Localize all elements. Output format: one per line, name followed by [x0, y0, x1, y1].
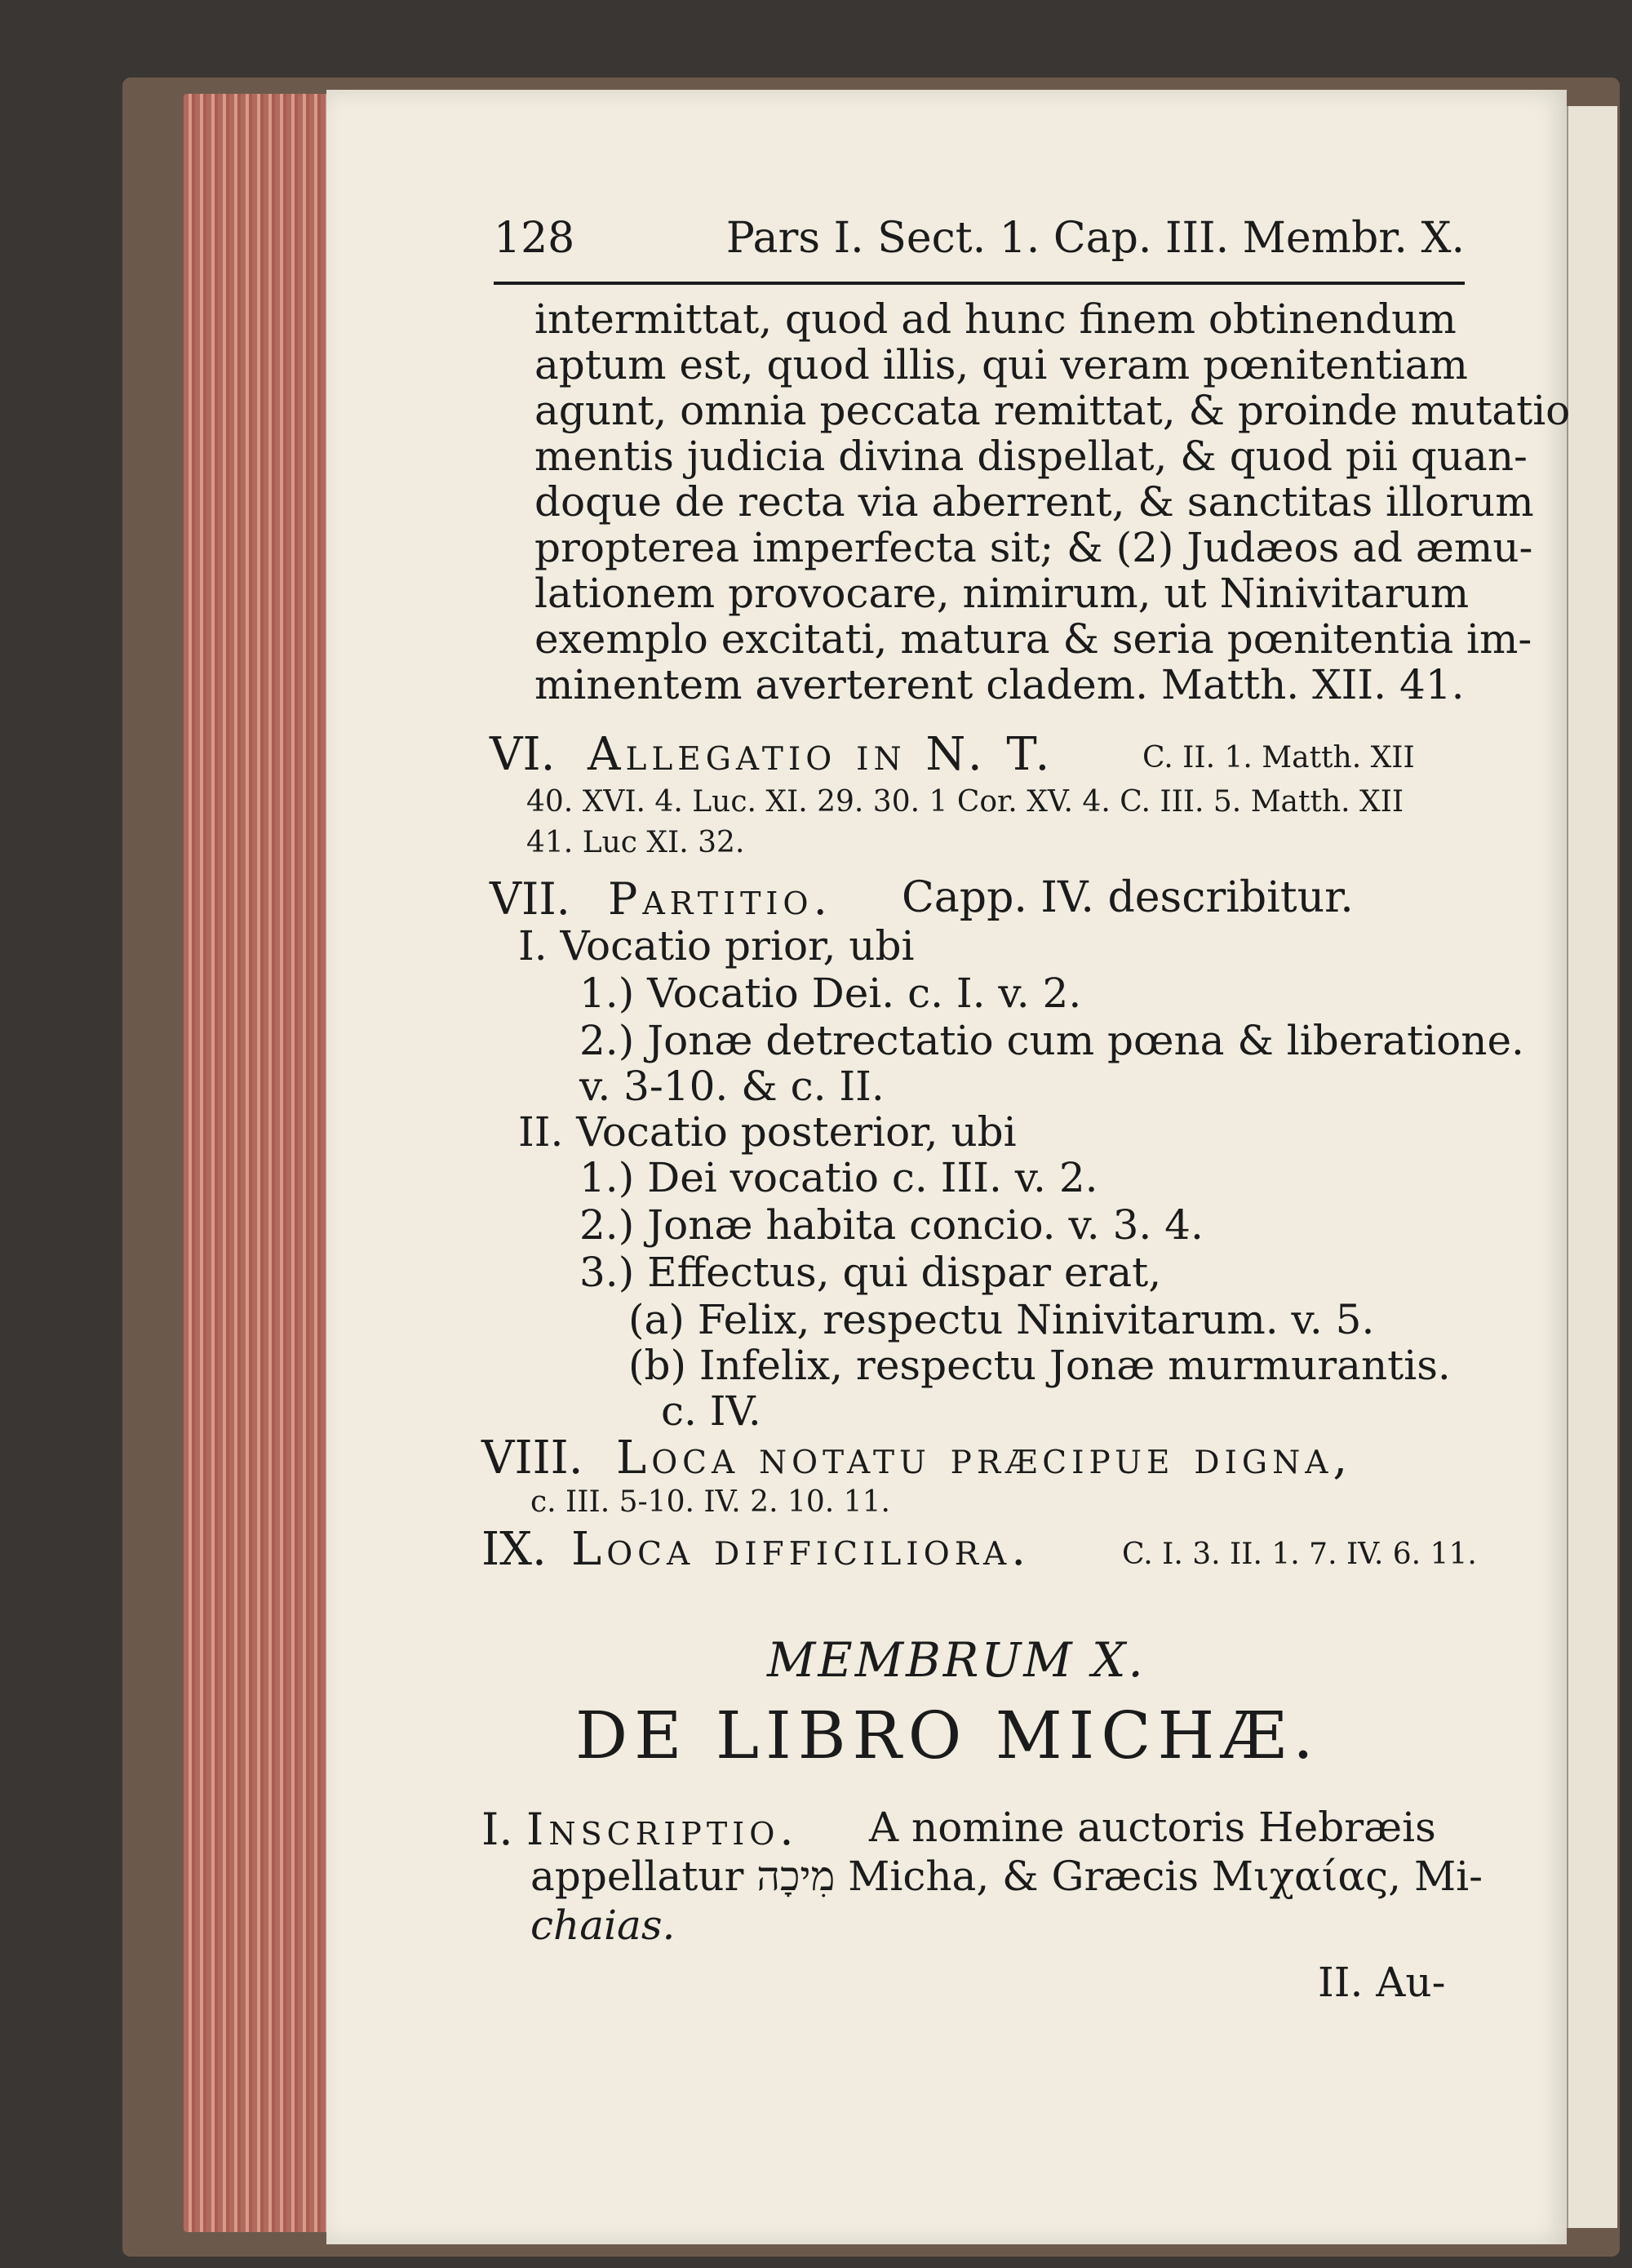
text-line: mentis judicia divina dispellat, & quod pii quan- — [534, 433, 1528, 480]
membrum-heading: MEMBRUM X. — [767, 1632, 1146, 1688]
section-numeral: VIII. — [481, 1431, 583, 1485]
section-title: Partitio. — [608, 873, 832, 925]
text-line: minentem averterent cladem. Matth. XII. 41. — [534, 661, 1465, 708]
outline-item: 3.) Effectus, qui dispar erat, — [579, 1249, 1162, 1296]
text-line: propterea imperfecta sit; & (2) Judæos ad æmu- — [534, 524, 1533, 571]
header-rule — [494, 282, 1465, 285]
text-line: A nomine auctoris Hebræis — [869, 1804, 1436, 1851]
section-title: Allegatio in N. T. — [588, 728, 1055, 781]
reference-line: 41. Luc XI. 32. — [526, 826, 745, 859]
outline-item: 2.) Jonæ habita concio. v. 3. 4. — [579, 1201, 1204, 1249]
outline-item: I. Vocatio prior, ubi — [518, 922, 915, 970]
section-title: Loca difficiliora. — [571, 1523, 1031, 1576]
section-numeral: IX. — [481, 1523, 547, 1576]
text-line: lationem provocare, nimirum, ut Ninivitarum — [534, 570, 1470, 617]
catchword: II. Au- — [1318, 1959, 1446, 2006]
text-line: agunt, omnia peccata remittat, & proinde mutatio — [534, 387, 1571, 434]
outline-item: 1.) Vocatio Dei. c. I. v. 2. — [579, 970, 1082, 1017]
outline-item: 2.) Jonæ detrectatio cum pœna & liberatione. — [579, 1017, 1524, 1064]
text-line: doque de recta via aberrent, & sanctitas illorum — [534, 478, 1534, 526]
reference-line: C. I. 3. II. 1. 7. IV. 6. 11. — [1122, 1538, 1477, 1571]
section-numeral: VI. — [490, 728, 556, 781]
text-line: exemplo excitati, matura & seria pœnitentia im- — [534, 615, 1532, 663]
membrum-title: DE LIBRO MICHÆ. — [575, 1698, 1320, 1773]
outline-item: II. Vocatio posterior, ubi — [518, 1108, 1017, 1156]
outline-item: v. 3-10. & c. II. — [579, 1063, 885, 1110]
running-header — [494, 214, 1465, 263]
outline-item: (a) Felix, respectu Ninivitarum. v. 5. — [628, 1296, 1375, 1343]
outline-item: 1.) Dei vocatio c. III. v. 2. — [579, 1154, 1098, 1201]
text-line: aptum est, quod illis, qui veram pœnitentiam — [534, 341, 1468, 388]
page-number: 128 — [494, 214, 575, 263]
outline-item: c. IV. — [661, 1387, 761, 1435]
text-line: chaias. — [530, 1902, 676, 1949]
section-intro: Capp. IV. describitur. — [902, 873, 1354, 922]
section-numeral: VII. — [490, 873, 570, 925]
text-line: intermittat, quod ad hunc finem obtinendum — [534, 295, 1457, 343]
text-line: appellatur מִיכָה Micha, & Græcis Μιχαίας, Mi- — [530, 1853, 1483, 1900]
outline-item: (b) Infelix, respectu Jonæ murmurantis. — [628, 1342, 1451, 1389]
running-title: Pars I. Sect. 1. Cap. III. Membr. X. — [725, 214, 1465, 263]
section-numeral: I. — [481, 1804, 513, 1855]
section-title: Inscriptio. — [526, 1804, 799, 1855]
reference-line: c. III. 5-10. IV. 2. 10. 11. — [530, 1485, 890, 1519]
section-title: Loca notatu præcipue digna, — [616, 1431, 1353, 1485]
reference-line: 40. XVI. 4. Luc. XI. 29. 30. 1 Cor. XV. 4. C. III. 5. Matth. XII — [526, 785, 1404, 819]
reference-line: C. II. 1. Matth. XII — [1142, 741, 1415, 774]
